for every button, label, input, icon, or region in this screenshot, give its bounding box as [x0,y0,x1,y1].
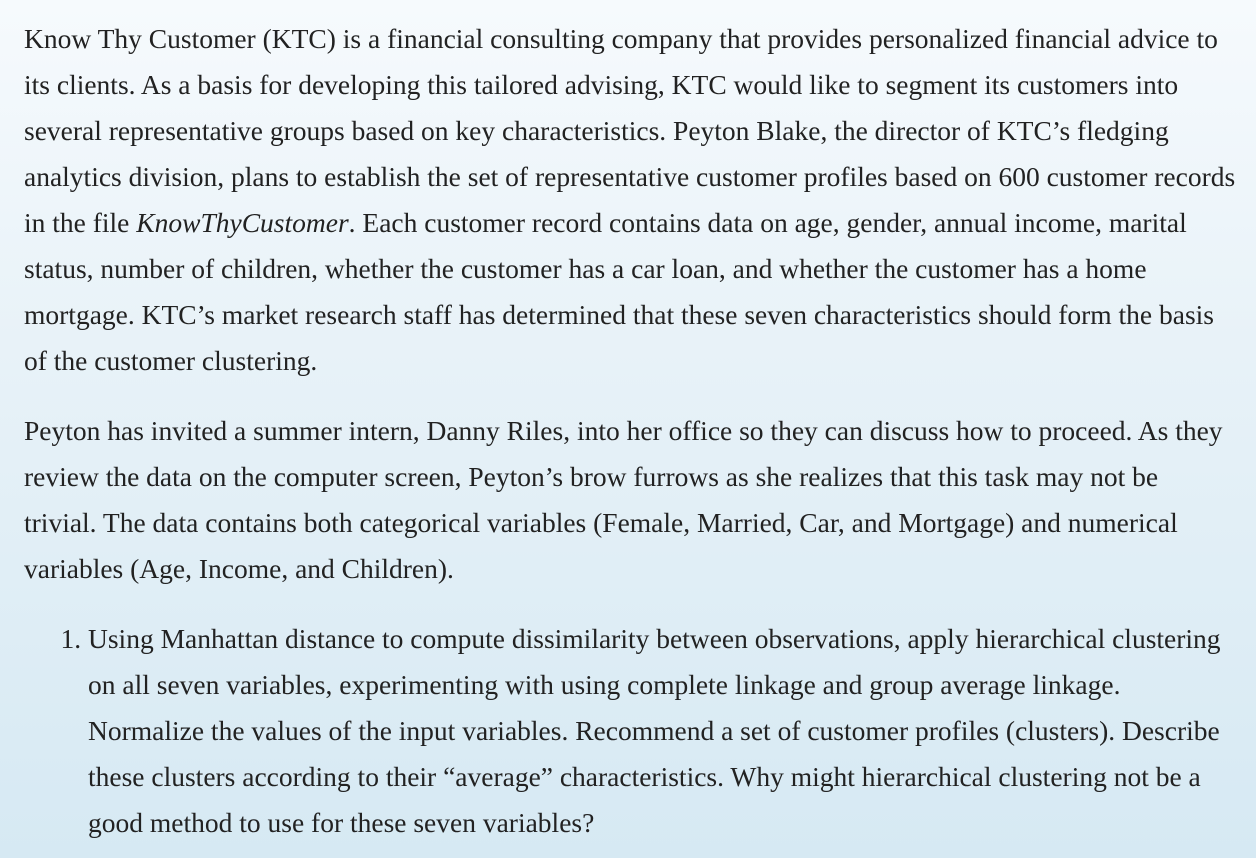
intro-paragraph [24,16,1236,384]
file-name: KnowThyCustomer [136,207,349,238]
question-list [24,616,1236,846]
question-item: 1. Using Manhattan distance to compute dissimilarity between observations, apply hierarchical clustering on all seven variables, experimenting with using complete linkage and group average linkage. Normalize the values of the input variables. Recommend a set of customer profiles (clusters). Describe these clusters according to their “average” characteristics. Why might hierarchical clustering not be a good method to use for these seven variables? [88,616,1236,846]
intro-text-after: . Each customer record contains data on age, gender, annual income, marital status, number of children, whether the customer has a car loan, and whether the customer has a home mortgage. KTC’s market research staff has determined that these seven characteristics should form the basis of the customer clustering. [24,207,1214,376]
context-paragraph: Peyton has invited a summer intern, Danny Riles, into her office so they can discuss how to proceed. As they review the data on the computer screen, Peyton’s brow furrows as she realizes that this task may not be trivial. The data contains both categorical variables (Female, Married, Car, and Mortgage) and numerical variables (Age, Income, and Children). [24,415,1223,584]
intro-text-before: Know Thy Customer (KTC) is a financial consulting company that provides personalized financial advice to its clients. As a basis for developing this tailored advising, KTC would like to segment its customers into several representative groups based on key characteristics. Peyton Blake, the director of KTC’s fledging analytics division, plans to establish the set of representative customer profiles based on 600 customer records in the file [24,23,1236,238]
